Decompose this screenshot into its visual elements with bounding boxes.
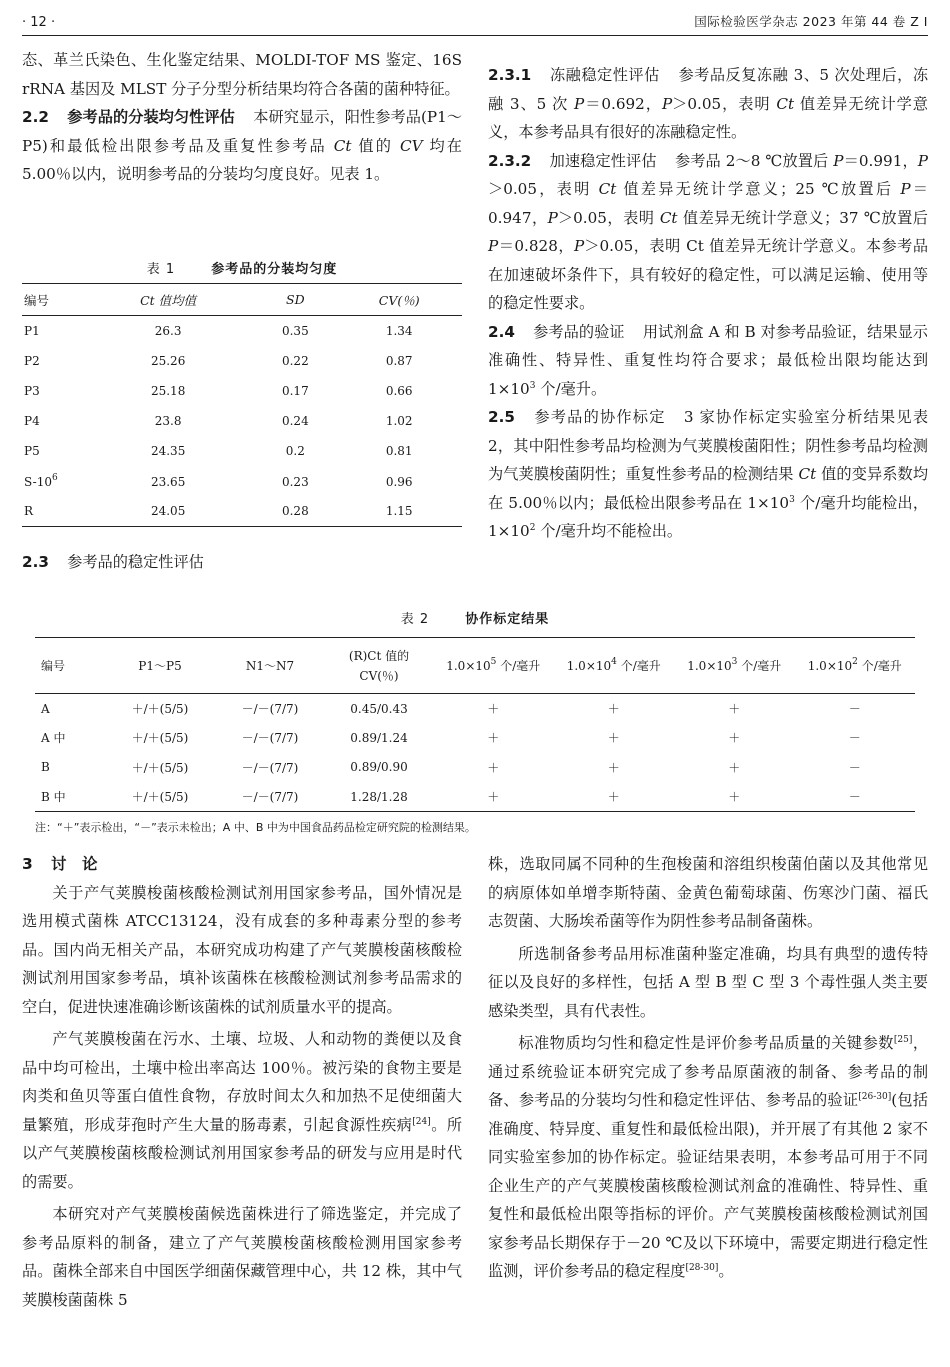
t1-cell: 0.28: [254, 497, 336, 527]
discussion-p1: 关于产气荚膜梭菌核酸检测试剂用国家参考品，国外情况是选用模式菌株 ATCC13124，没有成套的多种毒素分型的参考品。国内尚无相关产品，本研究成功构建了产气荚膜梭菌核酸检测试剂用国家参考品，填补该菌株在核酸检测试剂参考品需求的空白，促进快速准确诊断该菌株的试剂质量水平的提高。: [22, 883, 462, 1016]
t2-header: 编号: [35, 638, 105, 694]
table-1-block: [22, 258, 462, 527]
t2-cell: －/－(7/7): [215, 782, 325, 812]
t2-cell: －: [848, 760, 861, 775]
t2-cell: B 中: [35, 782, 105, 812]
discussion-p3: 本研究对产气荚膜梭菌候选菌株进行了筛选鉴定，并完成了参考品原料的制备，建立了产气荚膜梭菌核酸检测用国家参考品。菌株全部来自中国医学细菌保藏管理中心，共 12 株，其中气荚膜梭菌菌株 5: [22, 1205, 462, 1309]
t1-cell: P5: [24, 444, 40, 459]
section-2-2: 2.2 参考品的分装均匀性评估 本研究显示，阳性参考品(P1～P5)和最低检出限参考品及重复性参考品 Ct 值的 CV 均在 5.00％以内，说明参考品的分装均匀度良好。见表 1。: [22, 108, 463, 183]
discussion-left: [22, 850, 462, 1314]
t2-header: N1～N7: [215, 638, 325, 694]
t1-header: 编号: [22, 284, 82, 316]
t2-cell: －/－(7/7): [241, 731, 299, 746]
t2-cell: －: [795, 782, 916, 812]
section-2-3-2: 2.3.2 加速稳定性评估 参考品 2～8 ℃放置后 P＝0.991，P＞0.05，表明 Ct 值差异无统计学意义；25 ℃放置后 P＝0.947，P＞0.05，表明 Ct 值差异无统计学意义；37 ℃放置后 P＝0.828，P＞0.05，表明 Ct 值差异无统计学意义。本参考品在加速破坏条件下，具有较好的稳定性，可以满足运输、使用等的稳定性要求。: [488, 151, 928, 312]
table-1-caption: 表 1 参考品的分装均匀度: [146, 262, 338, 277]
table-2: [35, 637, 915, 812]
t2-cell: 1.28/1.28: [325, 782, 433, 812]
t1-cell: 24.05: [82, 497, 254, 527]
discussion-r3: 标准物质均匀性和稳定性是评价参考品质量的关键参数[25]，通过系统验证本研究完成了参考品原菌液的制备、参考品的制备、参考品的分装均匀性和稳定性评估、参考品的验证[26-30](包括准确度、特异度、重复性和最低检出限)，并开展了有其他 2 家不同实验室参加的协作标定。验证结果表明，本参考品可用于不同企业生产的产气荚膜梭菌核酸检测试剂盒的准确性、特异性、重复性和最低检出限等指标的评价。产气荚膜梭菌核酸检测试剂国家参考品长期保存于－20 ℃及以下环境中，需要定期进行稳定性监测，评价参考品的稳定程度[28-30]。: [488, 1034, 929, 1280]
t1-cell: 0.35: [281, 323, 309, 338]
t1-cell: P2: [24, 353, 40, 368]
right-column-top: [488, 61, 928, 546]
t1-cell: 0.81: [385, 444, 413, 459]
t1-cell: 23.65: [150, 474, 186, 489]
t1-header: SD: [254, 284, 336, 316]
t1-cell: P3: [24, 383, 40, 398]
table-2-caption: 表 2 协作标定结果: [400, 612, 550, 627]
discussion-right: [488, 850, 928, 1286]
t1-cell: P1: [24, 323, 40, 338]
t2-cell: ＋/＋(5/5): [131, 731, 189, 746]
table-row: [22, 436, 462, 466]
t2-cell: ＋: [433, 782, 554, 812]
t2-header: P1～P5: [105, 638, 215, 694]
section-2-4: 2.4 参考品的验证 用试剂盒 A 和 B 对参考品验证，结果显示准确性、特异性、重复性均符合要求；最低检出限均能达到 $1\times 10^3$ 个/毫升。: [488, 322, 928, 398]
journal-info: 国际检验医学杂志 2023 年第 44 卷 Z I: [694, 14, 928, 29]
table-2-note: 注：“＋”表示检出，“－”表示未检出；A 中、B 中为中国食品药品检定研究院的检测结果。: [35, 821, 476, 834]
t2-cell: ＋: [728, 731, 741, 746]
table-2-block: [35, 608, 915, 835]
paragraph-continued: 态、革兰氏染色、生化鉴定结果、MOLDI-TOF MS 鉴定、16S rRNA 基因及 MLST 分子分型分析结果均符合各菌的菌种特征。: [22, 51, 462, 98]
t1-cell: 0.2: [285, 444, 305, 459]
t2-cell: ＋: [728, 702, 741, 716]
left-column-top: [22, 46, 462, 189]
t1-cell: 0.24: [281, 414, 309, 429]
t2-cell: ＋: [487, 760, 500, 775]
t2-cell: ＋: [728, 760, 741, 775]
t1-cell: 24.35: [150, 444, 186, 459]
page-number: · 12 ·: [22, 15, 56, 30]
t2-cell: －/－(7/7): [241, 760, 299, 775]
t1-cell: 0.66: [385, 383, 413, 398]
t2-cell: ＋/＋(5/5): [105, 782, 215, 812]
t2-cell: B: [41, 760, 50, 775]
t2-cell: ＋: [554, 782, 675, 812]
discussion-r2: 所选制备参考品用标准菌种鉴定准确，均具有典型的遗传特征以及良好的多样性，包括 A 型 B 型 C 型 3 个毒性强人类主要感染类型，具有代表性。: [488, 944, 928, 1020]
t1-header: CV(％): [336, 284, 462, 316]
t2-cell: A: [41, 701, 50, 716]
t1-cell: 25.18: [150, 383, 186, 398]
t2-cell: －: [848, 702, 861, 716]
table-row: [22, 406, 462, 436]
t1-cell: 0.87: [385, 353, 413, 368]
t2-cell: ＋: [487, 731, 500, 746]
section-2-5: 2.5 参考品的协作标定 3 家协作标定实验室分析结果见表 2，其中阳性参考品均检测为气荚膜梭菌阳性；阴性参考品均检测为气荚膜梭菌阴性；重复性参考品的检测结果 Ct 值的变异系数均在 5.00％以内；最低检出限参考品在 $1\times 10^3$ 个/毫升均能检出，$1\times 10^2$ 个/毫升均不能检出。: [488, 408, 929, 540]
page-header: [22, 8, 928, 36]
table-row: [35, 694, 915, 724]
t1-cell: 0.23: [281, 474, 309, 489]
t2-cell: ＋: [607, 702, 620, 716]
t2-header-conc: $1.0\times 10^5$ 个/毫升: [433, 638, 554, 694]
t2-header-conc: $1.0\times 10^2$ 个/毫升: [795, 638, 916, 694]
table-row: [22, 316, 462, 346]
discussion-r1: 株，选取同属不同种的生孢梭菌和溶组织梭菌伯菌以及其他常见的病原体如单增李斯特菌、金黄色葡萄球菌、伤寒沙门菌、福氏志贺菌、大肠埃希菌等作为阴性参考品制备菌株。: [488, 855, 928, 930]
t1-cell: 0.22: [281, 353, 309, 368]
t1-cell: 1.15: [336, 497, 462, 527]
t1-cell: $S-10^6$: [24, 472, 58, 489]
t1-cell: 26.3: [154, 323, 182, 338]
t1-cell: 0.96: [385, 474, 413, 489]
t1-cell: 1.02: [385, 414, 413, 429]
t2-cell: ＋: [607, 731, 620, 746]
t2-cell: 0.45/0.43: [350, 701, 408, 716]
t1-cell: 0.17: [281, 383, 309, 398]
table-row: [22, 346, 462, 376]
t2-cell: ＋/＋(5/5): [131, 760, 189, 775]
t1-cell: 25.26: [150, 353, 186, 368]
t1-cell: R: [22, 497, 82, 527]
table-row: [35, 753, 915, 783]
t2-cell: －: [848, 731, 861, 746]
discussion-heading: 3 讨 论: [22, 855, 98, 873]
table-row: [22, 497, 462, 527]
t2-cell: 0.89/0.90: [350, 760, 408, 775]
table-row: [35, 782, 915, 812]
table-row: [35, 723, 915, 753]
t2-cell: －/－(7/7): [241, 702, 299, 716]
table-row: [22, 376, 462, 406]
t2-cell: ＋: [674, 782, 795, 812]
t2-cell: A 中: [41, 731, 66, 746]
section-2-3-1: 2.3.1 冻融稳定性评估 参考品反复冻融 3、5 次处理后，冻融 3、5 次 P＝0.692，P＞0.05，表明 Ct 值差异无统计学意义，本参考品具有很好的冻融稳定性。: [488, 66, 929, 141]
t1-cell: 1.34: [385, 323, 413, 338]
t2-header-conc: $1.0\times 10^3$ 个/毫升: [674, 638, 795, 694]
t2-cell: ＋: [607, 760, 620, 775]
section-2-3-heading: 2.3 参考品的稳定性评估: [22, 553, 204, 571]
t2-header-conc: $1.0\times 10^4$ 个/毫升: [554, 638, 675, 694]
table-1: [22, 283, 462, 527]
t1-header: Ct 值均值: [82, 284, 254, 316]
t1-cell: P4: [24, 414, 40, 429]
discussion-p2: 产气荚膜梭菌在污水、土壤、垃圾、人和动物的粪便以及食品中均可检出，土壤中检出率高达 100％。被污染的食物主要是肉类和鱼贝等蛋白值性食物，存放时间太久和加热不足使细菌大量繁殖，形成芽孢时产生大量的肠毒素，引起食源性疾病[24]。所以产气荚膜梭菌核酸检测试剂用国家参考品的研发与应用是时代的需要。: [22, 1030, 463, 1191]
t2-cell: ＋/＋(5/5): [131, 702, 189, 716]
table-row: [22, 466, 462, 496]
t2-header: (R)Ct 值的 CV(％): [325, 638, 433, 694]
t2-cell: ＋: [487, 702, 500, 716]
t2-cell: 0.89/1.24: [350, 730, 408, 745]
t1-cell: 23.8: [154, 414, 182, 429]
